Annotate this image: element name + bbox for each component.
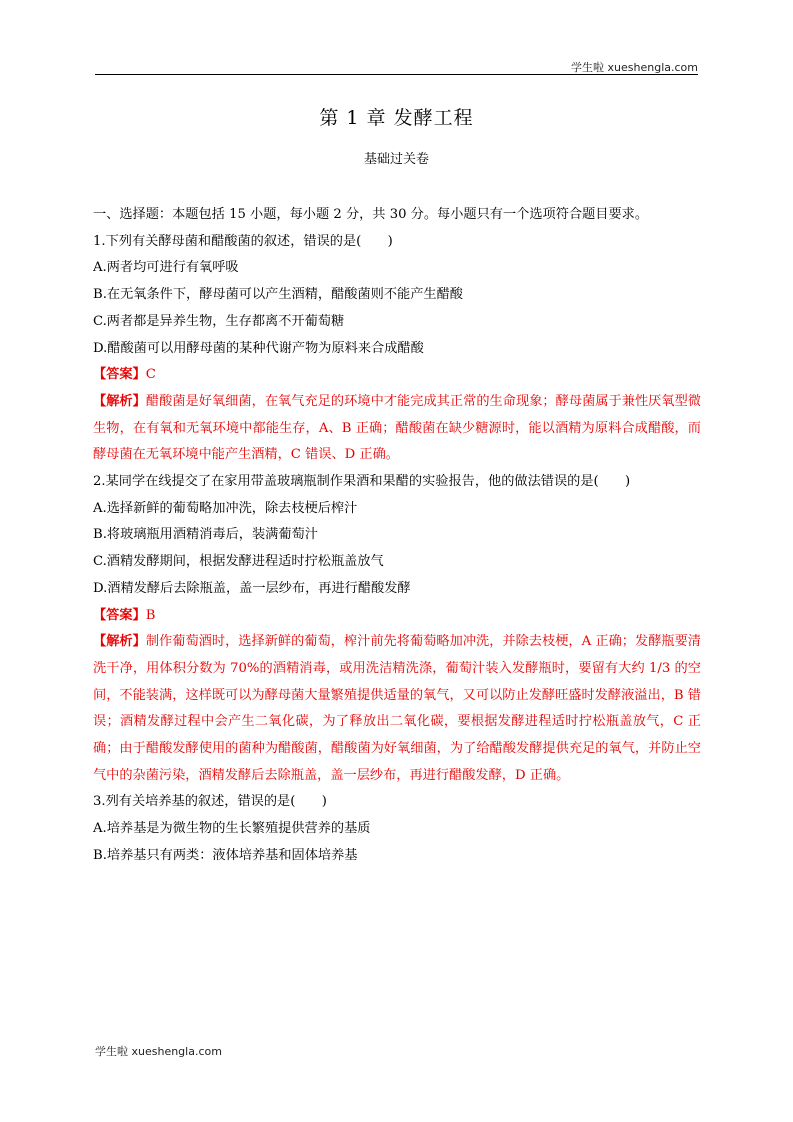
option-d: D.酒精发酵后去除瓶盖，盖一层纱布，再进行醋酸发酵 xyxy=(93,580,411,596)
question-1 xyxy=(93,229,701,469)
option-a: A.培养基是为微生物的生长繁殖提供营养的基质 xyxy=(93,821,371,837)
analysis-text: 醋酸菌是好氧细菌，在氧气充足的环境中才能完成其正常的生命现象；酵母菌属于兼性厌氧型微生物，在有氧和无氧环境中都能生存，A、B 正确；醋酸菌在缺少糖源时，能以酒精为原料合成醋酸，而酵母菌在无氧环境中能产生酒精，C 错误、D 正确。 xyxy=(93,393,701,463)
footer-brand: 学生啦 xueshengla.com xyxy=(95,1045,222,1058)
answer-line xyxy=(93,603,701,630)
option-c: C.两者都是异养生物，生存都离不开葡萄糖 xyxy=(93,313,345,329)
option-a: A.选择新鲜的葡萄略加冲洗，除去枝梗后榨汁 xyxy=(93,500,358,516)
answer-tag: 【答案】 xyxy=(93,367,146,383)
option-c: C.酒精发酵期间，根据发酵进程适时拧松瓶盖放气 xyxy=(93,554,384,570)
answer-value: C xyxy=(145,367,156,383)
analysis-paragraph xyxy=(93,629,701,789)
option-a: A.两者均可进行有氧呼吸 xyxy=(93,260,239,276)
answer-value: B xyxy=(145,607,156,623)
option-b: B.培养基只有两类：液体培养基和固体培养基 xyxy=(93,847,358,863)
answer-line xyxy=(93,362,701,389)
answer-tag: 【答案】 xyxy=(93,607,146,623)
question-3 xyxy=(93,789,701,869)
analysis-tag: 【解析】 xyxy=(93,634,146,650)
option-b: B.在无氧条件下，酵母菌可以产生酒精，醋酸菌则不能产生醋酸 xyxy=(93,287,463,303)
page-title: 第 1 章 发酵工程 xyxy=(319,107,474,129)
question-stem: 1.下列有关酵母菌和醋酸菌的叙述，错误的是( ) xyxy=(93,233,393,249)
header-brand: 学生啦 xueshengla.com xyxy=(571,61,698,74)
analysis-tag: 【解析】 xyxy=(93,393,146,409)
section-heading: 一、选择题：本题包括 15 小题，每小题 2 分，共 30 分。每小题只有一个选项符合题目要求。 xyxy=(93,207,649,222)
question-2 xyxy=(93,469,701,789)
header-divider xyxy=(95,74,698,75)
analysis-paragraph xyxy=(93,389,701,469)
option-b: B.将玻璃瓶用酒精消毒后，装满葡萄汁 xyxy=(93,527,318,543)
document-body xyxy=(93,202,701,870)
analysis-text: 制作葡萄酒时，选择新鲜的葡萄，榨汁前先将葡萄略加冲洗，并除去枝梗，A 正确；发酵瓶要清洗干净，用体积分数为 70%的酒精消毒，或用洗洁精洗涤，葡萄汁装入发酵瓶时，要留有大约 1/3 的空间，不能装满，这样既可以为酵母菌大量繁殖提供适量的氧气，又可以防止发酵旺盛时发酵液溢出，B 错误；酒精发酵过程中会产生二氧化碳，为了释放出二氧化碳，要根据发酵进程适时拧松瓶盖放气，C 正确；由于醋酸发酵使用的菌种为醋酸菌，醋酸菌为好氧细菌，为了给醋酸发酵提供充足的氧气，并防止空气中的杂菌污染，酒精发酵后去除瓶盖，盖一层纱布，再进行醋酸发酵，D 正确。 xyxy=(93,634,701,783)
page-subtitle: 基础过关卷 xyxy=(363,152,429,167)
option-d: D.醋酸菌可以用酵母菌的某种代谢产物为原料来合成醋酸 xyxy=(93,340,424,356)
question-stem: 2.某同学在线提交了在家用带盖玻璃瓶制作果酒和果醋的实验报告，他的做法错误的是( ) xyxy=(93,474,631,490)
question-stem: 3.列有关培养基的叙述，错误的是( ) xyxy=(93,794,327,810)
